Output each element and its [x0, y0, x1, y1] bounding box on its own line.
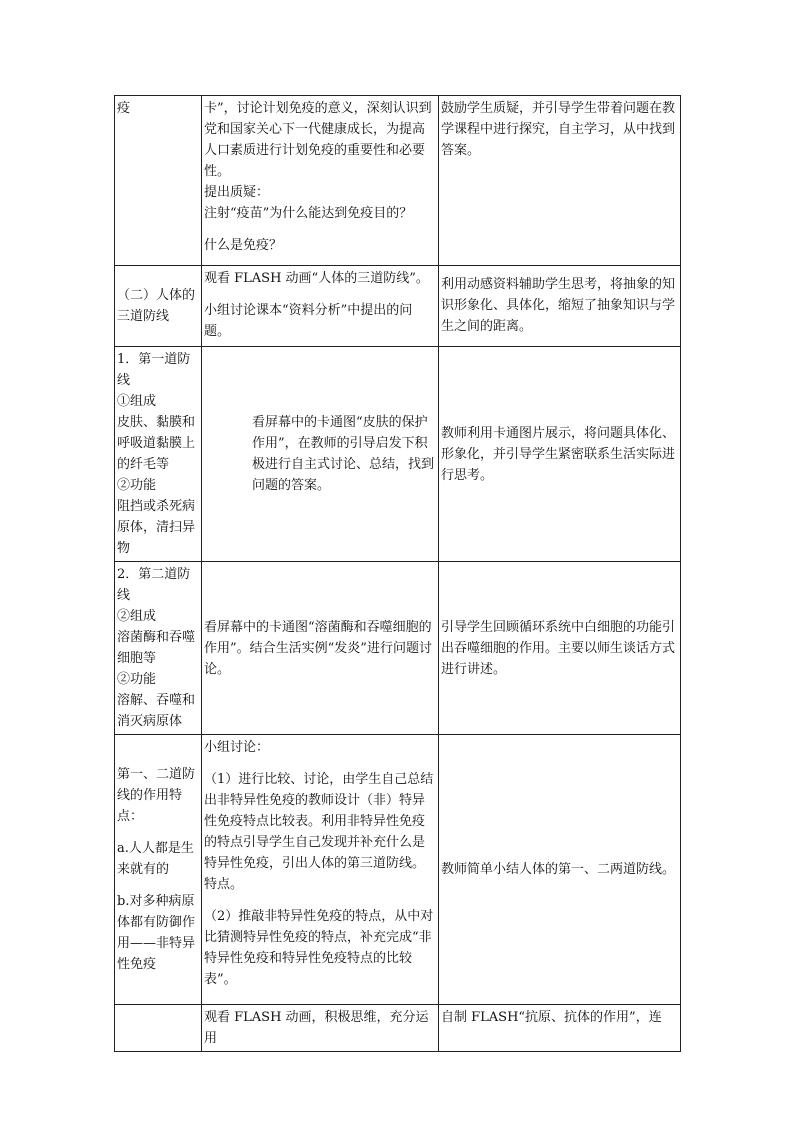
cell-text: 2．第二道防线 — [117, 567, 191, 603]
cell-text: ②功能 — [117, 672, 157, 687]
cell-text: 注射“疫苗”为什么能达到免疫目的？ — [204, 206, 413, 221]
intent-cell — [439, 96, 681, 266]
content-cell — [115, 1005, 202, 1052]
cell-text: 提出质疑： — [204, 185, 270, 200]
cell-text: 鼓励学生质疑，并引导学生带着问题在教学课程中进行探究，自主学习，从中找到答案。 — [441, 101, 676, 158]
cell-text: 阻挡或杀死病原体，清扫异物 — [117, 499, 196, 556]
activity-cell — [202, 562, 439, 735]
cell-text: 疫 — [117, 101, 131, 116]
cell-text: 引导学生回顾循环系统中白细胞的功能引出吞噬细胞的作用。主要以师生谈话方式进行讲述。 — [441, 619, 676, 677]
content-cell — [115, 96, 202, 266]
content-cell — [115, 266, 202, 347]
table-row — [115, 96, 681, 266]
intent-cell — [439, 266, 681, 347]
cell-text: 教师利用卡通图片展示，将问题具体化、形象化，并引导学生紧密联系生活实际进行思考。 — [441, 425, 676, 483]
cell-text: 什么是免疫？ — [204, 238, 283, 253]
cell-text: （二）人体的三道防线 — [117, 288, 196, 324]
table-row — [115, 562, 681, 735]
intent-cell — [439, 1005, 681, 1052]
table-row — [115, 1005, 681, 1052]
cell-text: 溶解、吞噬和消灭病原体 — [117, 693, 196, 729]
cell-text: 观看 FLASH 动画“人体的三道防线”。 — [204, 271, 429, 286]
cell-text: 1．第一道防线 — [117, 352, 191, 388]
intent-cell — [439, 735, 681, 1005]
intent-cell — [439, 347, 681, 562]
cell-text: a.人人都是生来就有的 — [117, 841, 194, 877]
cell-text: 小组讨论： — [204, 740, 270, 755]
table-row — [115, 735, 681, 1005]
spacer — [117, 880, 200, 891]
content-cell — [115, 562, 202, 735]
activity-cell — [202, 266, 439, 347]
activity-cell — [202, 347, 439, 562]
table-row — [115, 266, 681, 347]
activity-cell — [202, 96, 439, 266]
content-cell — [115, 347, 202, 562]
spacer — [204, 289, 437, 300]
cell-text: 皮肤、黏膜和呼吸道黏膜上的纤毛等 — [117, 415, 196, 472]
cell-text: （1）进行比较、讨论，由学生自己总结出非特异性免疫的教师设计（非）特异性免疫特点比较表。利用非特异性免疫的特点引导学生自己发现并补充什么是特异性免疫，引出人体的第三道防线。特点。 — [204, 772, 434, 892]
cell-text — [117, 1007, 200, 1028]
table-row — [115, 347, 681, 562]
cell-text: （2）推敲非特异性免疫的特点，从中对比猜测特异性免疫的特点，补充完成“非特异性免疫和特异性免疫特点的比较表”。 — [204, 909, 434, 987]
cell-text: 看屏幕中的卡通图“溶菌酶和吞噬细胞的作用”。结合生活实例“发炎”进行问题讨论。 — [204, 619, 432, 677]
cell-text: 教师简单小结人体的第一、二两道防线。 — [441, 862, 676, 877]
cell-text: 第一、二道防线的作用特点： — [117, 767, 196, 824]
cell-text: b.对多种病原体都有防御作用——非特异性免疫 — [117, 894, 196, 972]
cell-text: 自制 FLASH“抗原、抗体的作用”，连 — [441, 1010, 662, 1025]
cell-text: 卡”，讨论计划免疫的意义，深刻认识到党和国家关心下一代健康成长，为提高人口素质进行计划免疫的重要性和必要性。 — [204, 101, 432, 179]
cell-text: ②组成 — [117, 609, 157, 624]
spacer — [204, 224, 437, 235]
cell-text: 看屏幕中的卡通图“皮肤的保护作用”，在教师的引导启发下积极进行自主式讨论、总结，找到问题的答案。 — [252, 415, 435, 493]
spacer — [204, 895, 437, 906]
lesson-plan-table — [114, 95, 681, 1052]
intent-cell — [439, 562, 681, 735]
spacer — [204, 758, 437, 769]
cell-text: ①组成 — [117, 394, 157, 409]
activity-cell — [202, 1005, 439, 1052]
spacer — [117, 827, 200, 838]
cell-text: 小组讨论课本“资料分析”中提出的问题。 — [204, 303, 413, 339]
cell-text: 溶菌酶和吞噬细胞等 — [117, 630, 196, 666]
activity-cell — [202, 735, 439, 1005]
cell-text: 利用动感资料辅助学生思考，将抽象的知识形象化、具体化，缩短了抽象知识与学生之间的距离。 — [441, 277, 676, 334]
content-cell — [115, 735, 202, 1005]
cell-text: ②功能 — [117, 478, 157, 493]
cell-text: 观看 FLASH 动画，积极思维，充分运用 — [204, 1010, 429, 1046]
